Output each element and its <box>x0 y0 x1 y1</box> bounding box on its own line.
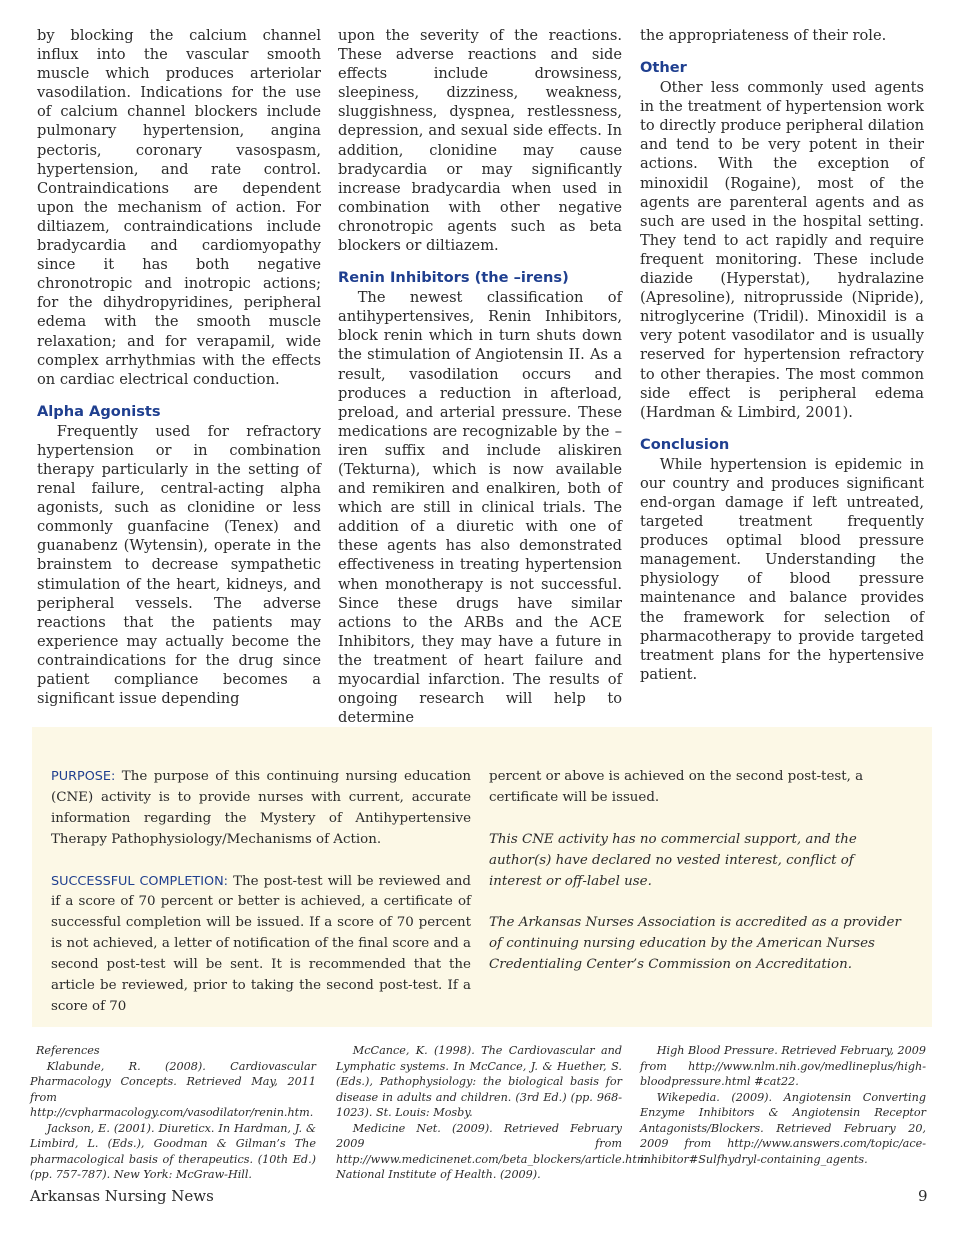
publication-name: Arkansas Nursing News <box>30 1187 214 1205</box>
renin-inhibitors-heading: Renin Inhibitors (the –irens) <box>338 269 569 287</box>
completion-continuation: percent or above is achieved on the second post-test, a certificate will be issued. <box>489 769 864 805</box>
page-number: 9 <box>918 1187 928 1205</box>
completion-paragraph <box>51 872 471 1018</box>
reference-item: High Blood Pressure. Retrieved February, 2009 from http://www.nlm.nih.gov/medlineplus/high-bloodpressure.html #cat22. <box>640 1044 926 1088</box>
purpose-box-column-1 <box>51 767 471 1039</box>
completion-text: The post-test will be reviewed and if a score of 70 percent or better is achieved, a certificate of successful completion will be issued. If a score of 70 percent is not achieved, a letter of notification of the final score and a second post-test will be sent. It is recommended that the article be reviewed, prior to taking the second post-test. If a score of 70 <box>51 873 471 1014</box>
alpha-agonists-heading: Alpha Agonists <box>37 402 161 420</box>
other-paragraph: Other less commonly used agents in the treatment of hypertension work to directly produce peripheral dilation and tend to be very potent in their actions. With the exception of minoxidil (Rogaine), most of the agents are parenteral agents and as such are used in the hospital setting. They tend to act rapidly and require frequent monitoring. These include diazide (Hyperstat), hydralazine (Apresoline), nitroprusside (Nipride), nitroglycerine (Tridil). Minoxidil is a very potent vasodilator and is usually reserved for hypertension refractory to other therapies. The most common side effect is peripheral edema (Hardman & Limbird, 2001). <box>640 79 924 421</box>
references-column-2 <box>336 1043 652 1183</box>
reference-item: Klabunde, R. (2008). Cardiovascular Pharmacology Concepts. Retrieved May, 2011 from http://cvpharmacology.com/vasodilator/renin.htm. <box>30 1059 316 1119</box>
ccb-continued-paragraph: by blocking the calcium channel influx into the vascular smooth muscle which produces arteriolar vasodilation. Indications for the use of calcium channel blockers include pulmonary hypertension, angina pectoris, coronary vasospasm, hypertension, and rate control. Contraindications are dependent upon the mechanism of action. For diltiazem, contraindications include bradycardia and cardiomyopathy since it has both negative chronotropic and inotropic actions; for the dihydropyridines, peripheral edema with the smooth muscle relaxation; and for verapamil, wide complex arrhythmias with the effects on cardiac electrical conduction. <box>37 27 321 388</box>
references-column-3 <box>640 1043 926 1167</box>
renin-continued-paragraph: the appropriateness of their role. <box>640 27 887 44</box>
references-column-1 <box>30 1043 316 1183</box>
disclosure-statement: This CNE activity has no commercial support, and the author(s) have declared no vested interest, conflict of interest or off-label use. <box>489 831 857 889</box>
article-column-2 <box>338 26 622 727</box>
references-heading: References <box>36 1044 100 1057</box>
conclusion-heading: Conclusion <box>640 435 730 453</box>
article-column-3 <box>640 26 924 684</box>
alpha-agonists-continued-paragraph: upon the severity of the reactions. These adverse reactions and side effects include drowsiness, sleepiness, dizziness, weakness, sluggishness, dyspnea, restlessness, depression, and sexual side effects. In addition, clonidine may cause bradycardia or may significantly increase bradycardia when used in combination with other negative chronotropic agents such as beta blockers or diltiazem. <box>338 27 622 255</box>
conclusion-paragraph: While hypertension is epidemic in our country and produces significant end-organ damage if left untreated, targeted treatment frequently produces optimal blood pressure management. Understanding the physiology of blood pressure maintenance and balance provides the framework for selection of pharmacotherapy to provide targeted treatment plans for the hypertensive patient. <box>640 455 924 683</box>
reference-item: Jackson, E. (2001). Diureticx. In Hardman, J. & Limbird, L. (Eds.), Goodman & Gilman’s The pharmacological basis of therapeutics. (10th Ed.) (pp. 757-787). New York: McGraw-Hill. <box>30 1121 316 1181</box>
purpose-label: PURPOSE: <box>51 769 116 784</box>
renin-inhibitors-paragraph: The newest classification of antihypertensives, Renin Inhibitors, block renin which in turn shuts down the stimulation of Angiotensin II. As a result, vasodilation occurs and produces a reduction in afterload, preload, and arterial pressure. These medications are recognizable by the –iren suffix and include aliskiren (Tekturna), which is now available and remikiren and enalkiren, both of which are still in clinical trials. The addition of a diuretic with one of these agents has also demonstrated effectiveness in treating hypertension when monotherapy is not successful. Since these drugs have similar actions to the ARBs and the ACE Inhibitors, they may have a future in the treatment of heart failure and myocardial infarction. The results of ongoing research will help to determine <box>338 289 622 727</box>
reference-item: Wikepedia. (2009). Angiotensin Converting Enzyme Inhibitors & Angiotensin Receptor Antagonists/Blockers. Retrieved February 20, 2009 from http://www.answers.com/topic/ace-inhibitor#Sulfhydryl-containing_agents. <box>640 1090 926 1166</box>
accreditation-statement: The Arkansas Nurses Association is accredited as a provider of continuing nursing education by the American Nurses Credentialing Center’s Commission on Accreditation. <box>489 915 901 973</box>
purpose-paragraph <box>51 767 471 851</box>
alpha-agonists-paragraph: Frequently used for refractory hypertension or in combination therapy particularly in the setting of renal failure, central-acting alpha agonists, such as clonidine or less commonly guanfacine (Tenex) and guanabenz (Wytensin), operate in the brainstem to decrease sympathetic stimulation of the heart, kidneys, and peripheral vessels. The adverse reactions that the patients may experience may actually become the contraindications for the drug since patient compliance becomes a significant issue depending <box>37 422 321 708</box>
reference-item: McCance, K. (1998). The Cardiovascular and Lymphatic systems. In McCance, J. & Huether, S. (Eds.), Pathophysiology: the biological basis for disease in adults and children. (3rd Ed.) (pp. 968-1023). St. Louis: Mosby. <box>336 1044 622 1119</box>
purpose-box-column-2 <box>489 767 909 997</box>
other-heading: Other <box>640 59 687 77</box>
completion-label: SUCCESSFUL COMPLETION: <box>51 873 228 889</box>
purpose-text: The purpose of this continuing nursing education (CNE) activity is to provide nurses with current, accurate information regarding the Mystery of Antihypertensive Therapy Pathophysiology/Mechanisms of Action. <box>51 769 471 847</box>
reference-item: Medicine Net. (2009). Retrieved February 2009 from http://www.medicinenet.com/beta_blockers/article.htm. National Institute of Health. (2009). <box>336 1121 652 1181</box>
cne-purpose-box <box>32 727 932 1027</box>
article-column-1 <box>37 26 321 708</box>
